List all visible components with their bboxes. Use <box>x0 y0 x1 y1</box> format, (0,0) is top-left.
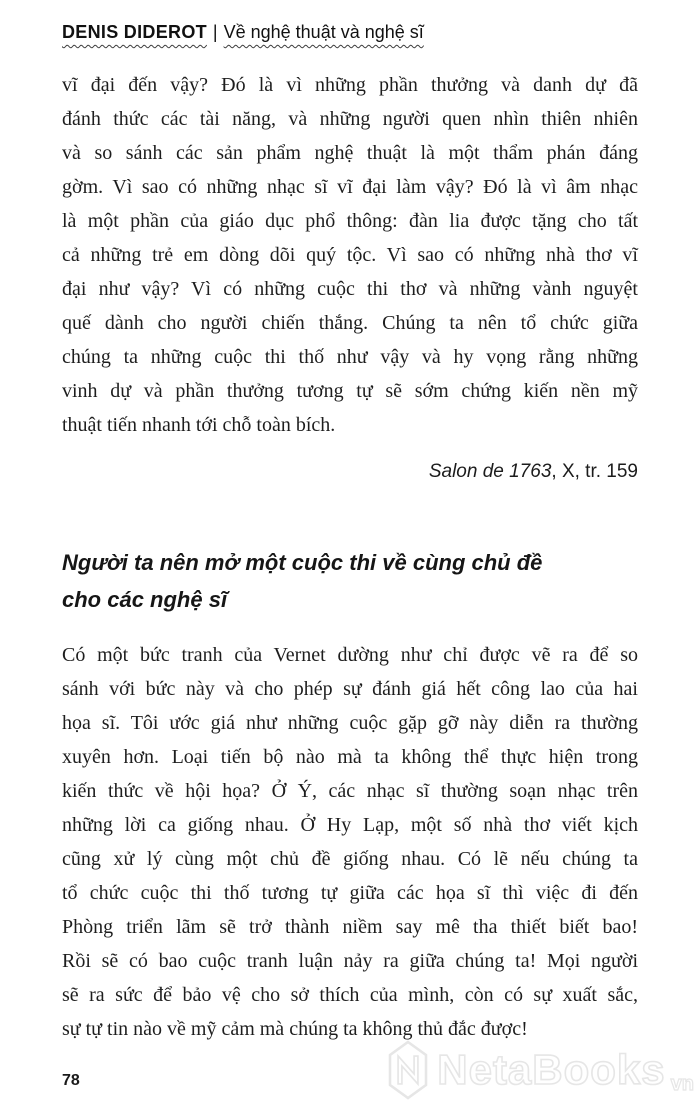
page-number: 78 <box>62 1072 80 1089</box>
citation-reference: , X, tr. 159 <box>551 461 638 482</box>
citation-work: Salon de 1763 <box>428 461 552 482</box>
text-line: chúng ta những cuộc thi thố như vậy và hy vọng rằng những <box>62 346 638 368</box>
header-book-title: Về nghệ thuật và nghệ sĩ <box>223 22 424 42</box>
text-line: Có một bức tranh của Vernet dường như chỉ được vẽ ra để so <box>62 644 638 666</box>
text-line: gờm. Vì sao có những nhạc sĩ vĩ đại làm vậy? Đó là vì âm nhạc <box>62 176 638 198</box>
text-line: thuật tiến nhanh tới chỗ toàn bích. <box>62 414 336 436</box>
text-line: quế dành cho người chiến thắng. Chúng ta nên tổ chức giữa <box>62 312 638 334</box>
text-line: xuyên hơn. Loại tiến bộ nào mà ta không thể thực hiện trong <box>62 746 638 768</box>
text-line: cả những trẻ em dòng dõi quý tộc. Vì sao có những nhà thơ vĩ <box>62 244 638 266</box>
watermark <box>387 1040 694 1100</box>
header-author: DENIS DIDEROT <box>62 22 207 42</box>
running-header <box>62 22 638 43</box>
text-line: Rồi sẽ có bao cuộc tranh luận nảy ra giữa chúng ta! Mọi người <box>62 950 638 972</box>
text-line: tổ chức cuộc thi thố tương tự giữa các họa sĩ thì việc đi đến <box>62 882 638 904</box>
paragraph-2 <box>62 638 638 1046</box>
watermark-brand: NetaBooks <box>437 1046 666 1093</box>
header-separator: | <box>212 22 218 42</box>
section-heading <box>62 544 638 618</box>
text-line: cũng xử lý cùng một chủ đề giống nhau. Có lẽ nếu chúng ta <box>62 848 638 870</box>
text-line: đánh thức các tài năng, và những người quen nhìn thiên nhiên <box>62 108 638 130</box>
text-line: sự tự tin nào về mỹ cảm mà chúng ta không thủ đắc được! <box>62 1018 528 1040</box>
text-line: sánh với bức này và cho phép sự đánh giá hết công lao của hai <box>62 678 638 700</box>
text-line: Người ta nên mở một cuộc thi về cùng chủ đề <box>62 550 543 575</box>
paragraph-1 <box>62 68 638 442</box>
text-line: sẽ ra sức để bảo vệ cho sở thích của mình, còn có sự xuất sắc, <box>62 984 638 1006</box>
watermark-suffix: vn <box>670 1073 694 1095</box>
text-line: vĩ đại đến vậy? Đó là vì những phần thưởng và danh dự đã <box>62 74 638 96</box>
text-line: cho các nghệ sĩ <box>62 587 228 612</box>
text-line: đại như vậy? Vì có những cuộc thi thơ và những vành nguyệt <box>62 278 638 300</box>
netabooks-logo-icon <box>387 1040 429 1100</box>
text-line: và so sánh các sản phẩm nghệ thuật là một thẩm phán đáng <box>62 142 638 164</box>
citation <box>62 461 638 483</box>
text-line: vinh dự và phần thưởng tương tự sẽ sớm chứng kiến nền mỹ <box>62 380 638 402</box>
text-line: những lời ca giống nhau. Ở Hy Lạp, một số nhà thơ viết kịch <box>62 814 638 836</box>
text-line: kiến thức về hội họa? Ở Ý, các nhạc sĩ thường soạn nhạc trên <box>62 780 638 802</box>
text-line: họa sĩ. Tôi ước giá như những cuộc gặp gỡ này diễn ra thường <box>62 712 638 734</box>
text-line: là một phần của giáo dục phổ thông: đàn lia được tặng cho tất <box>62 210 638 232</box>
text-line: Phòng triển lãm sẽ trở thành niềm say mê tha thiết biết bao! <box>62 916 638 938</box>
